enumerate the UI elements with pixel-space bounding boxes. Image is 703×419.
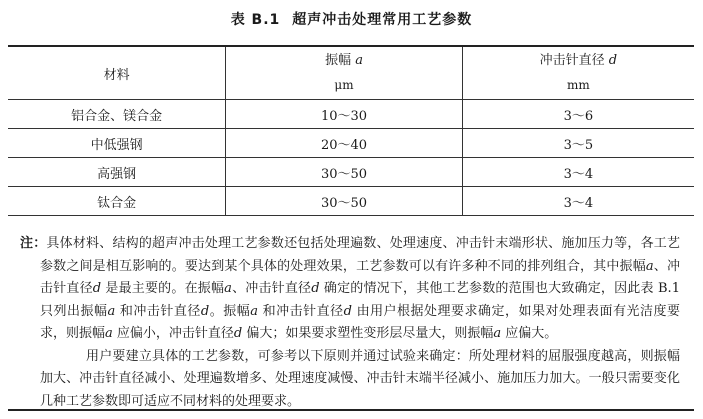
cell-amplitude: 20～40 [226, 129, 462, 158]
table-row [8, 158, 694, 187]
table-header-row [8, 47, 694, 100]
header-material: 材料 [8, 47, 226, 100]
header-diameter [462, 47, 694, 100]
table-note [20, 233, 680, 413]
cell-material: 铝合金、镁合金 [8, 100, 226, 129]
table-row [8, 129, 694, 158]
cell-diameter: 3～4 [462, 187, 694, 216]
table-title [0, 9, 703, 29]
header-amplitude-var: a [355, 53, 363, 68]
table-number: 表 B.1 [230, 12, 281, 28]
note-paragraph-1: 注：具体材料、结构的超声冲击处理工艺参数还包括处理遍数、处理速度、冲击针末端形状、施加压力等，各工艺参数之间是相互影响的。要达到某个具体的处理效果，工艺参数可以有许多种不同的排列组合，其中振幅a、冲击针直径d 是最主要的。在振幅a、冲击针直径d 确定的情况下，其他工艺参数的范围也大致确定，因此表 B.1 只列出振幅a 和冲击针直径d。振幅a 和冲击针直径d 由用户根据处理要求确定，如果对处理表面有光洁度要求，则振幅a 应偏小，冲击针直径d 偏大；如果要求塑性变形层尽量大，则振幅a 应偏大。 [20, 236, 680, 341]
cell-material: 钛合金 [8, 187, 226, 216]
cell-diameter: 3～5 [462, 129, 694, 158]
cell-material: 高强钢 [8, 158, 226, 187]
cell-amplitude: 30～50 [226, 187, 462, 216]
header-amplitude-label: 振幅 [325, 53, 352, 68]
table-row [8, 187, 694, 216]
note-label: 注： [20, 236, 47, 251]
cell-material: 中低强钢 [8, 129, 226, 158]
table-title-text: 超声冲击处理常用工艺参数 [292, 12, 473, 28]
header-amplitude-unit: μm [334, 78, 354, 92]
header-diameter-unit: mm [566, 78, 590, 92]
cell-diameter: 3～6 [462, 100, 694, 129]
note-paragraph-2: 用户要建立具体的工艺参数，可参考以下原则并通过试验来确定：所处理材料的屈服强度越高，则振幅加大、冲击针直径减小、处理遍数增多、处理速度减慢、冲击针末端半径减小、施加压力加大。一般只需要变化几种工艺参数即可适应不同材料的处理要求。 [40, 348, 680, 409]
header-diameter-label: 冲击针直径 [539, 53, 605, 68]
header-amplitude [226, 47, 462, 100]
table-row [8, 100, 694, 129]
cell-amplitude: 30～50 [226, 158, 462, 187]
header-diameter-var: d [608, 53, 618, 68]
parameter-table [8, 47, 694, 216]
cell-diameter: 3～4 [462, 158, 694, 187]
cell-amplitude: 10～30 [226, 100, 462, 129]
